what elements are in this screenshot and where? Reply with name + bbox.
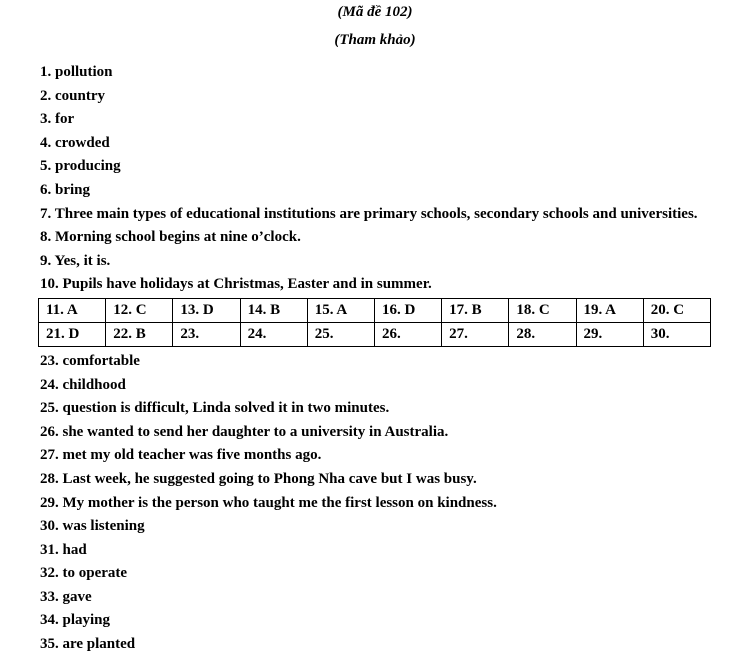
answer-item-4: 4. crowded: [40, 134, 110, 151]
answer-item-5: 5. producing: [40, 158, 121, 175]
answer-cell-12: 12. C: [106, 298, 173, 322]
answer-item-34: 34. playing: [40, 612, 111, 629]
answer-cell-25: 25.: [307, 322, 374, 346]
answer-item-10: 10. Pupils have holidays at Christmas, Easter and in summer.: [40, 276, 432, 293]
answer-item-24: 24. childhood: [40, 376, 126, 393]
answers-list-bottom: [40, 350, 730, 657]
answer-item-30: 30. was listening: [40, 518, 145, 535]
answer-cell-22: 22. B: [106, 322, 173, 346]
answer-cell-27: 27.: [442, 322, 509, 346]
answer-cell-29: 29.: [576, 322, 643, 346]
answer-item-9: 9. Yes, it is.: [40, 252, 111, 269]
answer-item-25: 25. question is difficult, Linda solved it in two minutes.: [40, 400, 390, 417]
answer-cell-14: 14. B: [240, 298, 307, 322]
answer-cell-17: 17. B: [442, 298, 509, 322]
answer-item-31: 31. had: [40, 541, 87, 558]
exam-code: (Mã đề 102): [337, 4, 413, 20]
answer-item-7: 7. Three main types of educational institutions are primary schools, secondary schools and universities.: [40, 205, 698, 222]
answer-cell-20: 20. C: [643, 298, 710, 322]
answer-cell-19: 19. A: [576, 298, 643, 322]
answer-item-2: 2. country: [40, 87, 105, 104]
answer-key-table: [38, 298, 711, 347]
answer-item-26: 26. she wanted to send her daughter to a university in Australia.: [40, 423, 449, 440]
answer-cell-28: 28.: [509, 322, 576, 346]
answer-item-23: 23. comfortable: [40, 352, 140, 369]
answer-item-35: 35. are planted: [40, 636, 136, 653]
answer-cell-11: 11. A: [39, 298, 106, 322]
answer-item-32: 32. to operate: [40, 565, 128, 582]
answer-item-3: 3. for: [40, 111, 75, 128]
answer-cell-23: 23.: [173, 322, 240, 346]
table-row-11-20: [39, 298, 711, 322]
answer-cell-26: 26.: [374, 322, 441, 346]
reference-note: (Tham khảo): [334, 32, 416, 48]
answer-item-27: 27. met my old teacher was five months ago.: [40, 447, 322, 464]
answer-item-1: 1. pollution: [40, 64, 113, 80]
answer-item-33: 33. gave: [40, 588, 92, 605]
answer-item-28: 28. Last week, he suggested going to Phong Nha cave but I was busy.: [40, 470, 477, 487]
answer-item-6: 6. bring: [40, 181, 91, 198]
answers-list-top: [40, 61, 730, 297]
answer-cell-30: 30.: [643, 322, 710, 346]
answer-cell-21: 21. D: [39, 322, 106, 346]
answer-cell-24: 24.: [240, 322, 307, 346]
answer-cell-15: 15. A: [307, 298, 374, 322]
doc-header: [0, 5, 750, 48]
answer-cell-18: 18. C: [509, 298, 576, 322]
answer-cell-16: 16. D: [374, 298, 441, 322]
answer-item-29: 29. My mother is the person who taught me the first lesson on kindness.: [40, 494, 497, 511]
table-row-21-30: [39, 322, 711, 346]
answer-cell-13: 13. D: [173, 298, 240, 322]
answer-item-8: 8. Morning school begins at nine o’clock.: [40, 229, 301, 246]
